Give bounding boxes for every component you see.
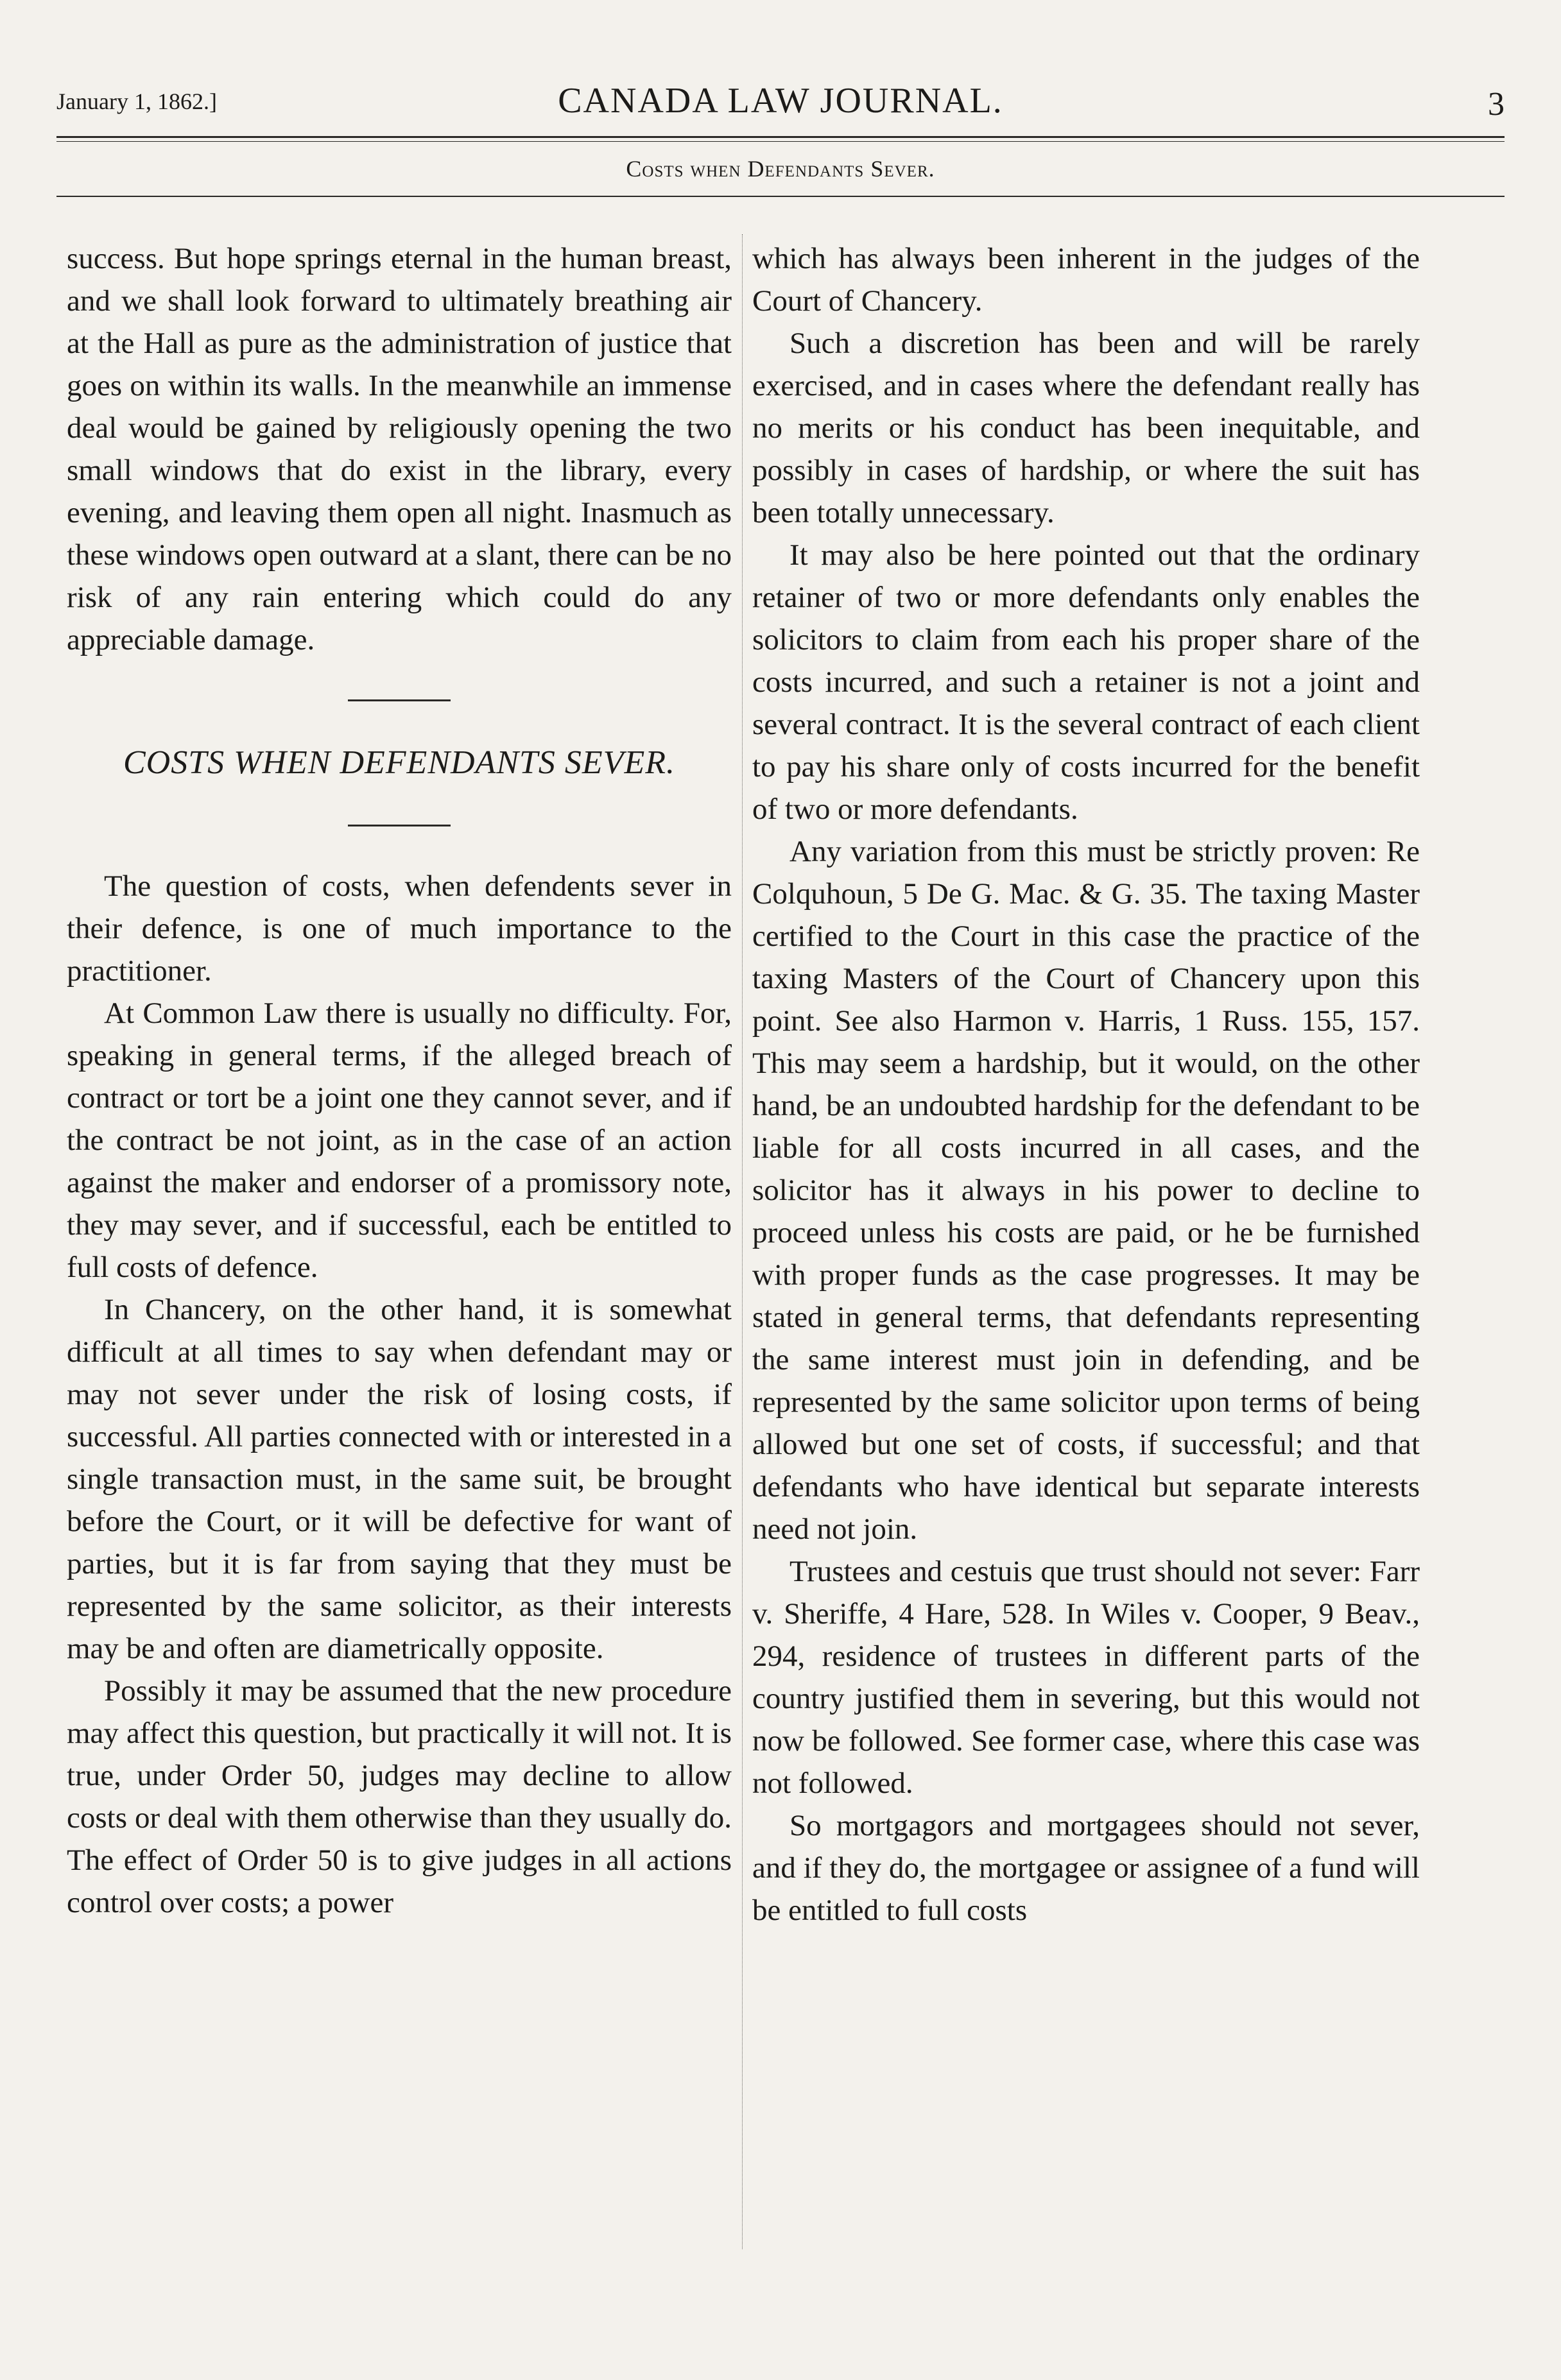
paragraph: At Common Law there is usually no difficulty. For, speaking in general terms, if the alleged breach of contract or tort be a joint one they cannot sever, and if the contract be not joint, as in the case of an action against the maker and endorser of a promissory note, they may sever, and if successful, each be entitled to full costs of defence. <box>67 997 732 1284</box>
paragraph: In Chancery, on the other hand, it is somewhat difficult at all times to say when defendant may or may not sever under the risk of losing costs, if successful. All parties connected with or interested in a single transaction must, in the same suit, be brought before the Court, or it will be defective for want of parties, but it is far from saying that they must be represented by the same solicitor, as their interests may be and often are diametrically opposite. <box>67 1293 732 1665</box>
column-divider <box>742 234 743 2249</box>
running-title: Costs when Defendants Sever. <box>626 156 935 182</box>
paragraph: The question of costs, when defendents sever in their defence, is one of much importance to the practitioner. <box>67 869 732 988</box>
page-header <box>56 80 1505 125</box>
paragraph: It may also be here pointed out that the ordinary retainer of two or more defendants only enables the solicitors to claim from each his proper share of the costs incurred, and such a retainer is not a joint and several contract. It is the several contract of each client to pay his share only of costs incurred for the benefit of two or more defendants. <box>752 538 1420 826</box>
paragraph: Any variation from this must be strictly proven: Re Colquhoun, 5 De G. Mac. & G. 35. The taxing Master certified to the Court in this case the practice of the taxing Masters of the Court of Chancery upon this point. See also Harmon v. Harris, 1 Russ. 155, 157. This may seem a hardship, but it would, on the other hand, be an undoubted hardship for the defendant to be liable for all costs incurred in all cases, and the solicitor has it always in his power to decline to proceed unless his costs are paid, or he be furnished with proper funds as the case progresses. It may be stated in general terms, that defendants representing the same interest must join in defending, and be represented by the same solicitor upon terms of being allowed but one set of costs, if successful; and that defendants who have identical but separate interests need not join. <box>752 835 1420 1546</box>
running-title-rule <box>56 196 1505 197</box>
right-column <box>752 237 1420 1931</box>
paragraph: success. But hope springs eternal in the human breast, and we shall look forward to ultimately breathing air at the Hall as pure as the administration of justice that goes on within its walls. In the meanwhile an immense deal would be gained by religiously opening the two small windows that do exist in the library, every evening, and leaving them open all night. Inasmuch as these windows open outward at a slant, there can be no risk of any rain entering which could do any appreciable damage. <box>67 242 732 656</box>
paragraph: Possibly it may be assumed that the new procedure may affect this question, but practically it will not. It is true, under Order 50, judges may decline to allow costs or deal with them otherwise than they usually do. The effect of Order 50 is to give judges in all actions control over costs; a power <box>67 1674 732 1919</box>
journal-title: CANADA LAW JOURNAL. <box>558 81 1003 121</box>
header-rule <box>56 136 1505 138</box>
paragraph: So mortgagors and mortgagees should not sever, and if they do, the mortgagee or assignee of a fund will be entitled to full costs <box>752 1809 1420 1927</box>
issue-date: January 1, 1862.] <box>56 89 217 114</box>
page-number: 3 <box>1488 86 1505 123</box>
left-column <box>67 237 732 1924</box>
article-title: COSTS WHEN DEFENDANTS SEVER. <box>123 744 675 781</box>
paragraph: which has always been inherent in the judges of the Court of Chancery. <box>752 242 1420 318</box>
paragraph: Such a discretion has been and will be rarely exercised, and in cases where the defendant really has no merits or his conduct has been inequitable, and possibly in cases of hardship, or where the suit has been totally unnecessary. <box>752 327 1420 529</box>
header-rule-thin <box>56 141 1505 142</box>
paragraph: Trustees and cestuis que trust should not sever: Farr v. Sheriffe, 4 Hare, 528. In Wiles v. Cooper, 9 Beav., 294, residence of trustees in different parts of the country justified them in severing, but this would not now be followed. See former case, where this case was not followed. <box>752 1555 1420 1800</box>
section-separator <box>348 699 451 701</box>
section-separator <box>348 825 451 826</box>
